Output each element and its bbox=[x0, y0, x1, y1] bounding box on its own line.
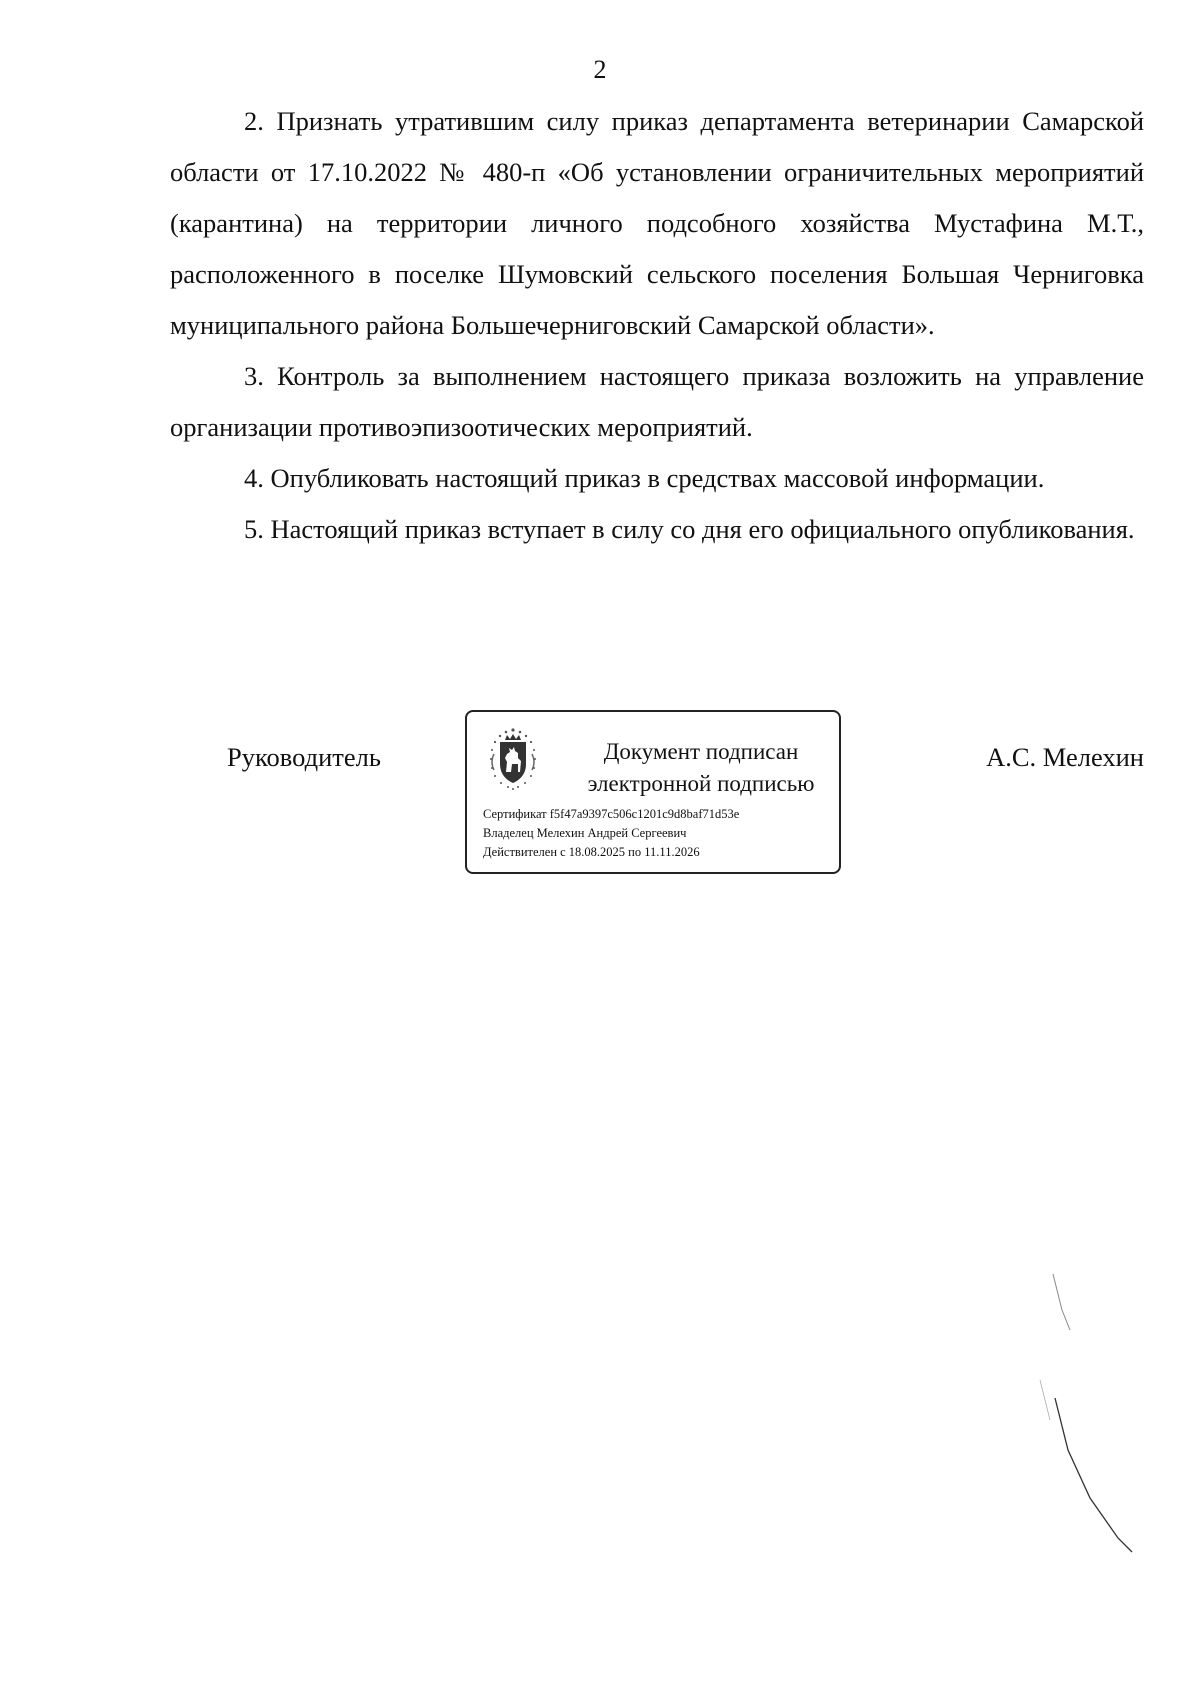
stamp-certificate: Сертификат f5f47a9397c506c1201c9d8baf71d53e bbox=[483, 807, 740, 821]
paragraph-4: 4. Опубликовать настоящий приказ в средствах массовой информации. bbox=[244, 463, 1045, 493]
stamp-title bbox=[567, 736, 835, 800]
signer-name: А.С. Мелехин bbox=[986, 742, 1144, 772]
stamp-validity: Действителен с 18.08.2025 по 11.11.2026 bbox=[483, 845, 700, 859]
signer-position: Руководитель bbox=[227, 742, 381, 772]
samara-coat-of-arms-icon bbox=[485, 724, 541, 794]
stamp-owner: Владелец Мелехин Андрей Сергеевич bbox=[483, 826, 687, 840]
stamp-title-line-1: Документ подписан bbox=[603, 739, 799, 764]
paragraph-3: 3. Контроль за выполнением настоящего приказа возложить на управление организации противоэпизоотических мероприятий. bbox=[170, 361, 1144, 442]
paragraph-5: 5. Настоящий приказ вступает в силу со дня его официального опубликования. bbox=[244, 514, 1135, 544]
document-body bbox=[170, 96, 1144, 555]
paragraph-2: 2. Признать утратившим силу приказ департамента ветеринарии Самарской области от 17.10.2022 № 480-п «Об установлении ограничительных мероприятий (карантина) на территории личного подсобного хозяйства Мустафина М.Т., расположенного в поселке Шумовский сельского поселения Большая Черниговка муниципального района Большечерниговский Самарской области». bbox=[170, 106, 1144, 340]
stamp-title-line-2: электронной подписью bbox=[587, 771, 815, 796]
page-number: 2 bbox=[593, 55, 607, 84]
stamp-details bbox=[483, 805, 739, 862]
electronic-signature-stamp bbox=[465, 710, 841, 874]
